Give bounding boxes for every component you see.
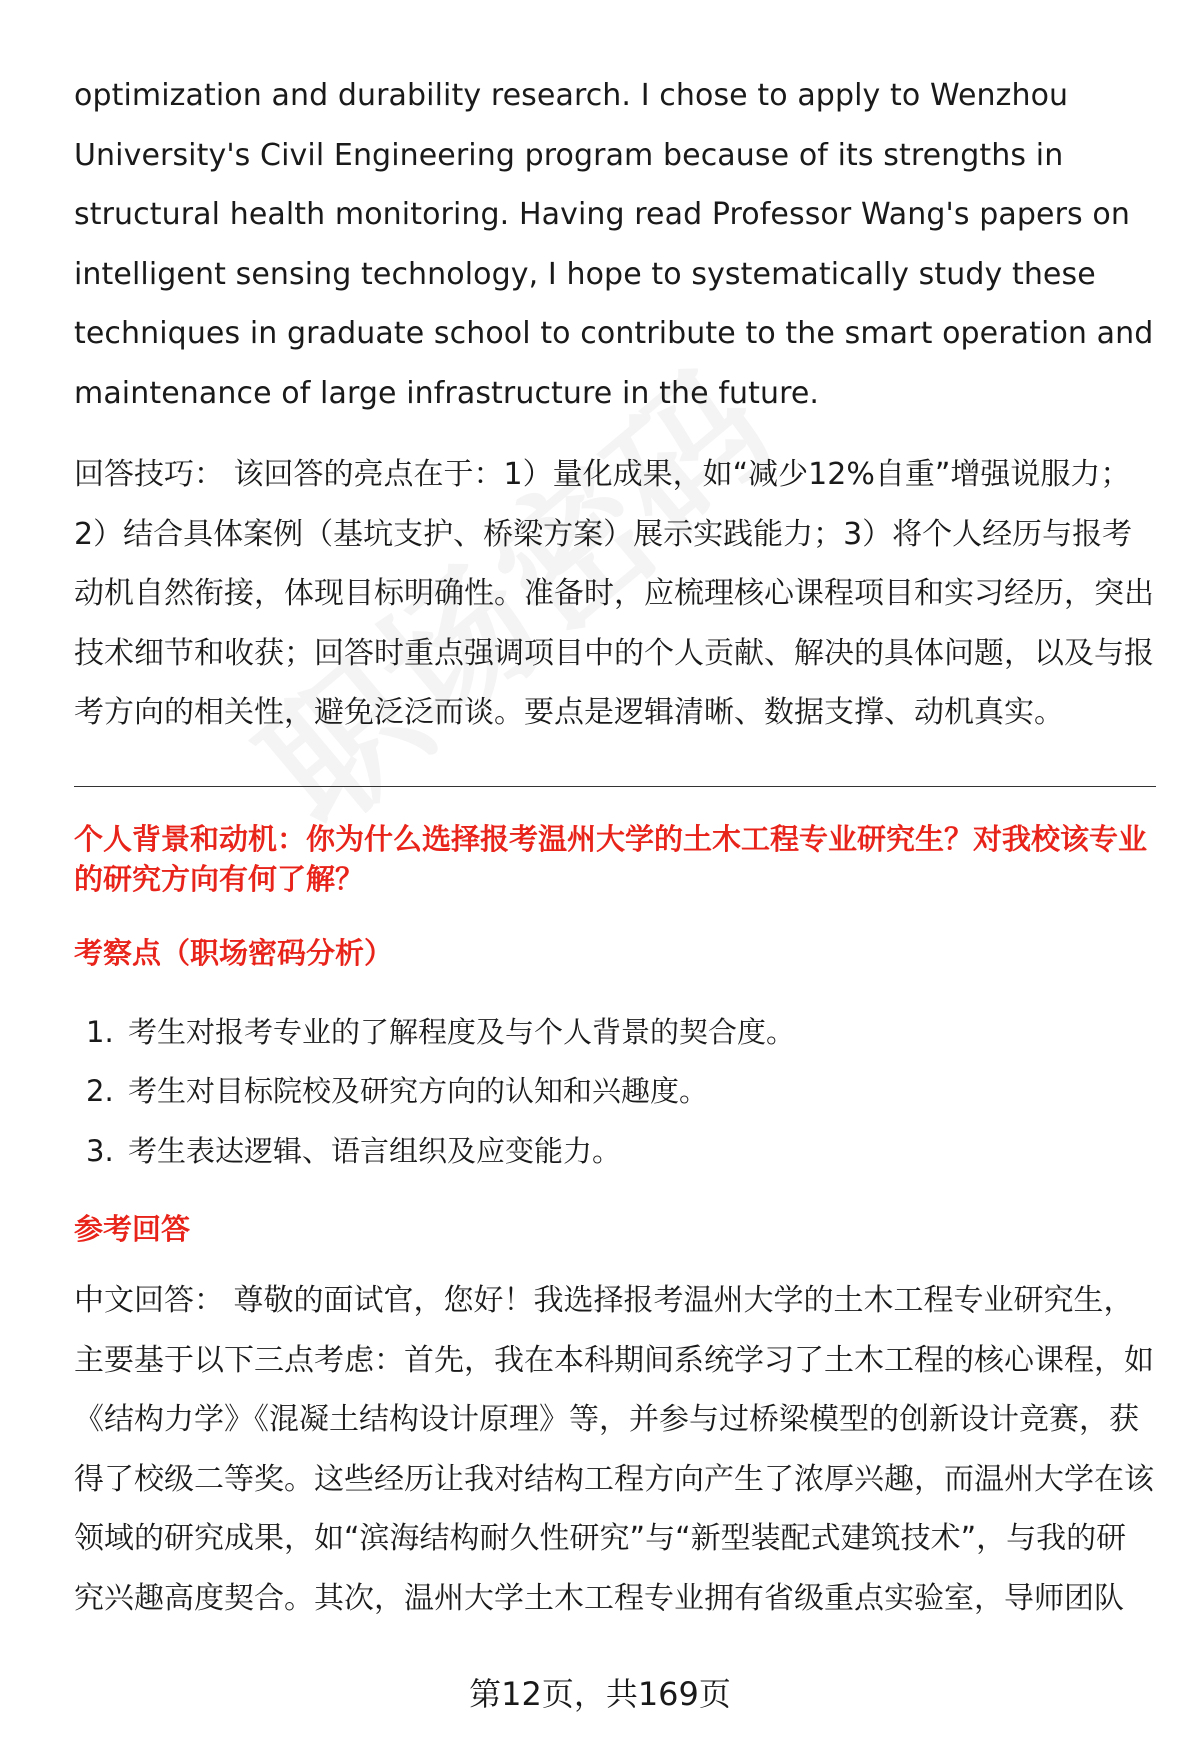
list-item-text: 考生对目标院校及研究方向的认知和兴趣度。 — [128, 1074, 709, 1108]
assessment-list — [74, 1003, 1156, 1182]
document-body — [74, 66, 1156, 1628]
list-item-text: 考生表达逻辑、语言组织及应变能力。 — [128, 1133, 622, 1168]
list-item-number: 2. — [86, 1074, 114, 1108]
list-item — [74, 1062, 1156, 1122]
list-item-text: 考生对报考专业的了解程度及与个人背景的契合度。 — [128, 1014, 796, 1049]
section-divider — [74, 786, 1156, 787]
list-item — [74, 1003, 1156, 1063]
assessment-heading: 考察点（职场密码分析） — [74, 935, 394, 970]
page-number-footer: 第12页，共169页 — [469, 1675, 731, 1713]
chinese-answer-label: 中文回答： — [74, 1283, 224, 1318]
chinese-answer-paragraph — [74, 1271, 1156, 1628]
english-answer-paragraph: optimization and durability research. I chose to apply to Wenzhou University's Civil Engineering program because of its strengths in structural health monitoring. Having read Professor Wang's papers on intelligent sensing technology, I hope to systematically study these techniques in graduate school to contribute to the smart operation and maintenance of large infrastructure in the future. — [74, 78, 1154, 411]
reference-answer-heading: 参考回答 — [74, 1212, 191, 1246]
chinese-answer-text: 尊敬的面试官，您好！我选择报考温州大学的土木工程专业研究生，主要基于以下三点考虑：首先，我在本科期间系统学习了土木工程的核心课程，如《结构力学》《混凝土结构设计原理》等，并参与过桥梁模型的创新设计竞赛，获得了校级二等奖。这些经历让我对结构工程方向产生了浓厚兴趣，而温州大学在该领域的研究成果，如“滨海结构耐久性研究”与“新型装配式建筑技术”，与我的研究兴趣高度契合。其次，温州大学土木工程专业拥有省级重点实验室，导师团队 — [74, 1283, 1154, 1616]
answer-tips-paragraph — [74, 445, 1156, 743]
question-heading: 个人背景和动机：你为什么选择报考温州大学的土木工程专业研究生？对我校该专业的研究方向有何了解？ — [74, 821, 1148, 896]
list-item-number: 3. — [86, 1133, 114, 1168]
tips-text: 该回答的亮点在于：1）量化成果，如“减少12%自重”增强说服力；2）结合具体案例（基坑支护、桥梁方案）展示实践能力；3）将个人经历与报考动机自然衔接，体现目标明确性。准备时，应梳理核心课程项目和实习经历，突出技术细节和收获；回答时重点强调项目中的个人贡献、解决的具体问题，以及与报考方向的相关性，避免泛泛而谈。要点是逻辑清晰、数据支撑、动机真实。 — [74, 457, 1154, 730]
tips-label: 回答技巧： — [74, 457, 224, 492]
list-item — [74, 1122, 1156, 1182]
list-item-number: 1. — [86, 1014, 114, 1049]
